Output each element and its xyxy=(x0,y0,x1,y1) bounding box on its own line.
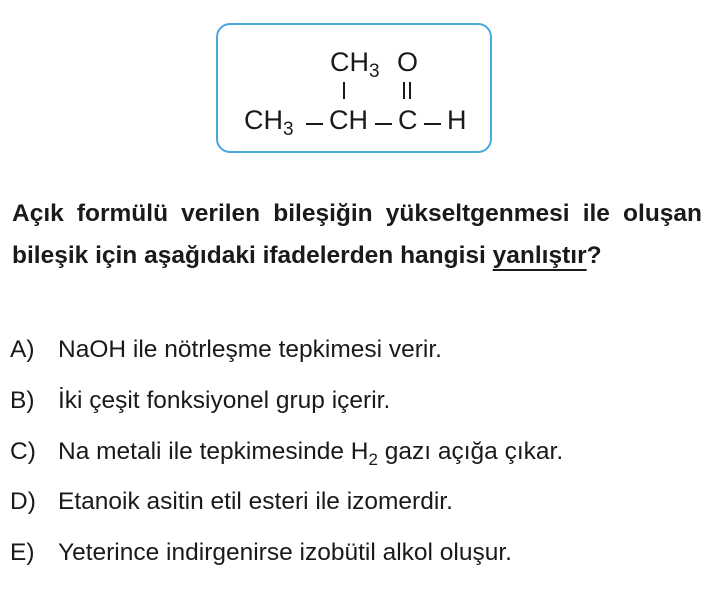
methyl-branch-subscript: 3 xyxy=(369,61,380,82)
methyl-branch-group xyxy=(330,47,380,82)
bond-dash-1 xyxy=(306,123,323,125)
option-a[interactable] xyxy=(10,335,442,365)
option-text-rest: gazı açığa çıkar. xyxy=(377,438,564,465)
methyl-left-group xyxy=(244,105,294,140)
option-text: Na metali ile tepkimesinde H xyxy=(58,438,369,465)
option-text: Etanoik asitin etil esteri ile izomerdir. xyxy=(58,488,453,515)
methyl-left-subscript: 3 xyxy=(283,119,294,140)
option-text: İki çeşit fonksiyonel grup içerir. xyxy=(58,387,391,414)
question-text: Açık formülü verilen bileşiğin yükseltgenmesi ile oluşan bileşik için aşağıdaki ifadelerden hangisi xyxy=(12,200,702,269)
option-b[interactable] xyxy=(10,386,390,416)
methyl-left-text: CH xyxy=(244,105,283,135)
single-bond-vertical xyxy=(343,82,345,99)
question-stem xyxy=(12,193,702,277)
option-e[interactable] xyxy=(10,538,512,568)
double-bond-line-1 xyxy=(403,82,405,99)
option-letter: E) xyxy=(10,539,35,566)
bond-dash-3 xyxy=(424,123,441,125)
hydrogen-atom: H xyxy=(447,105,467,135)
option-text: NaOH ile nötrleşme tepkimesi verir. xyxy=(58,336,442,363)
option-letter: C) xyxy=(10,438,36,465)
methyl-branch-text: CH xyxy=(330,47,369,77)
option-c[interactable] xyxy=(10,437,563,467)
option-letter: B) xyxy=(10,387,35,414)
question-emphasis: yanlıştır xyxy=(492,242,587,269)
option-subscript: 2 xyxy=(368,450,378,469)
question-mark: ? xyxy=(586,242,602,269)
option-letter: A) xyxy=(10,336,35,363)
structural-formula-box xyxy=(216,23,492,153)
methine-group: CH xyxy=(329,105,368,135)
option-letter: D) xyxy=(10,488,36,515)
bond-dash-2 xyxy=(375,123,392,125)
carbonyl-carbon: C xyxy=(398,105,418,135)
double-bond-line-2 xyxy=(409,82,411,99)
option-text: Yeterince indirgenirse izobütil alkol oluşur. xyxy=(58,539,512,566)
oxygen-atom: O xyxy=(397,47,419,77)
option-d[interactable] xyxy=(10,487,453,517)
